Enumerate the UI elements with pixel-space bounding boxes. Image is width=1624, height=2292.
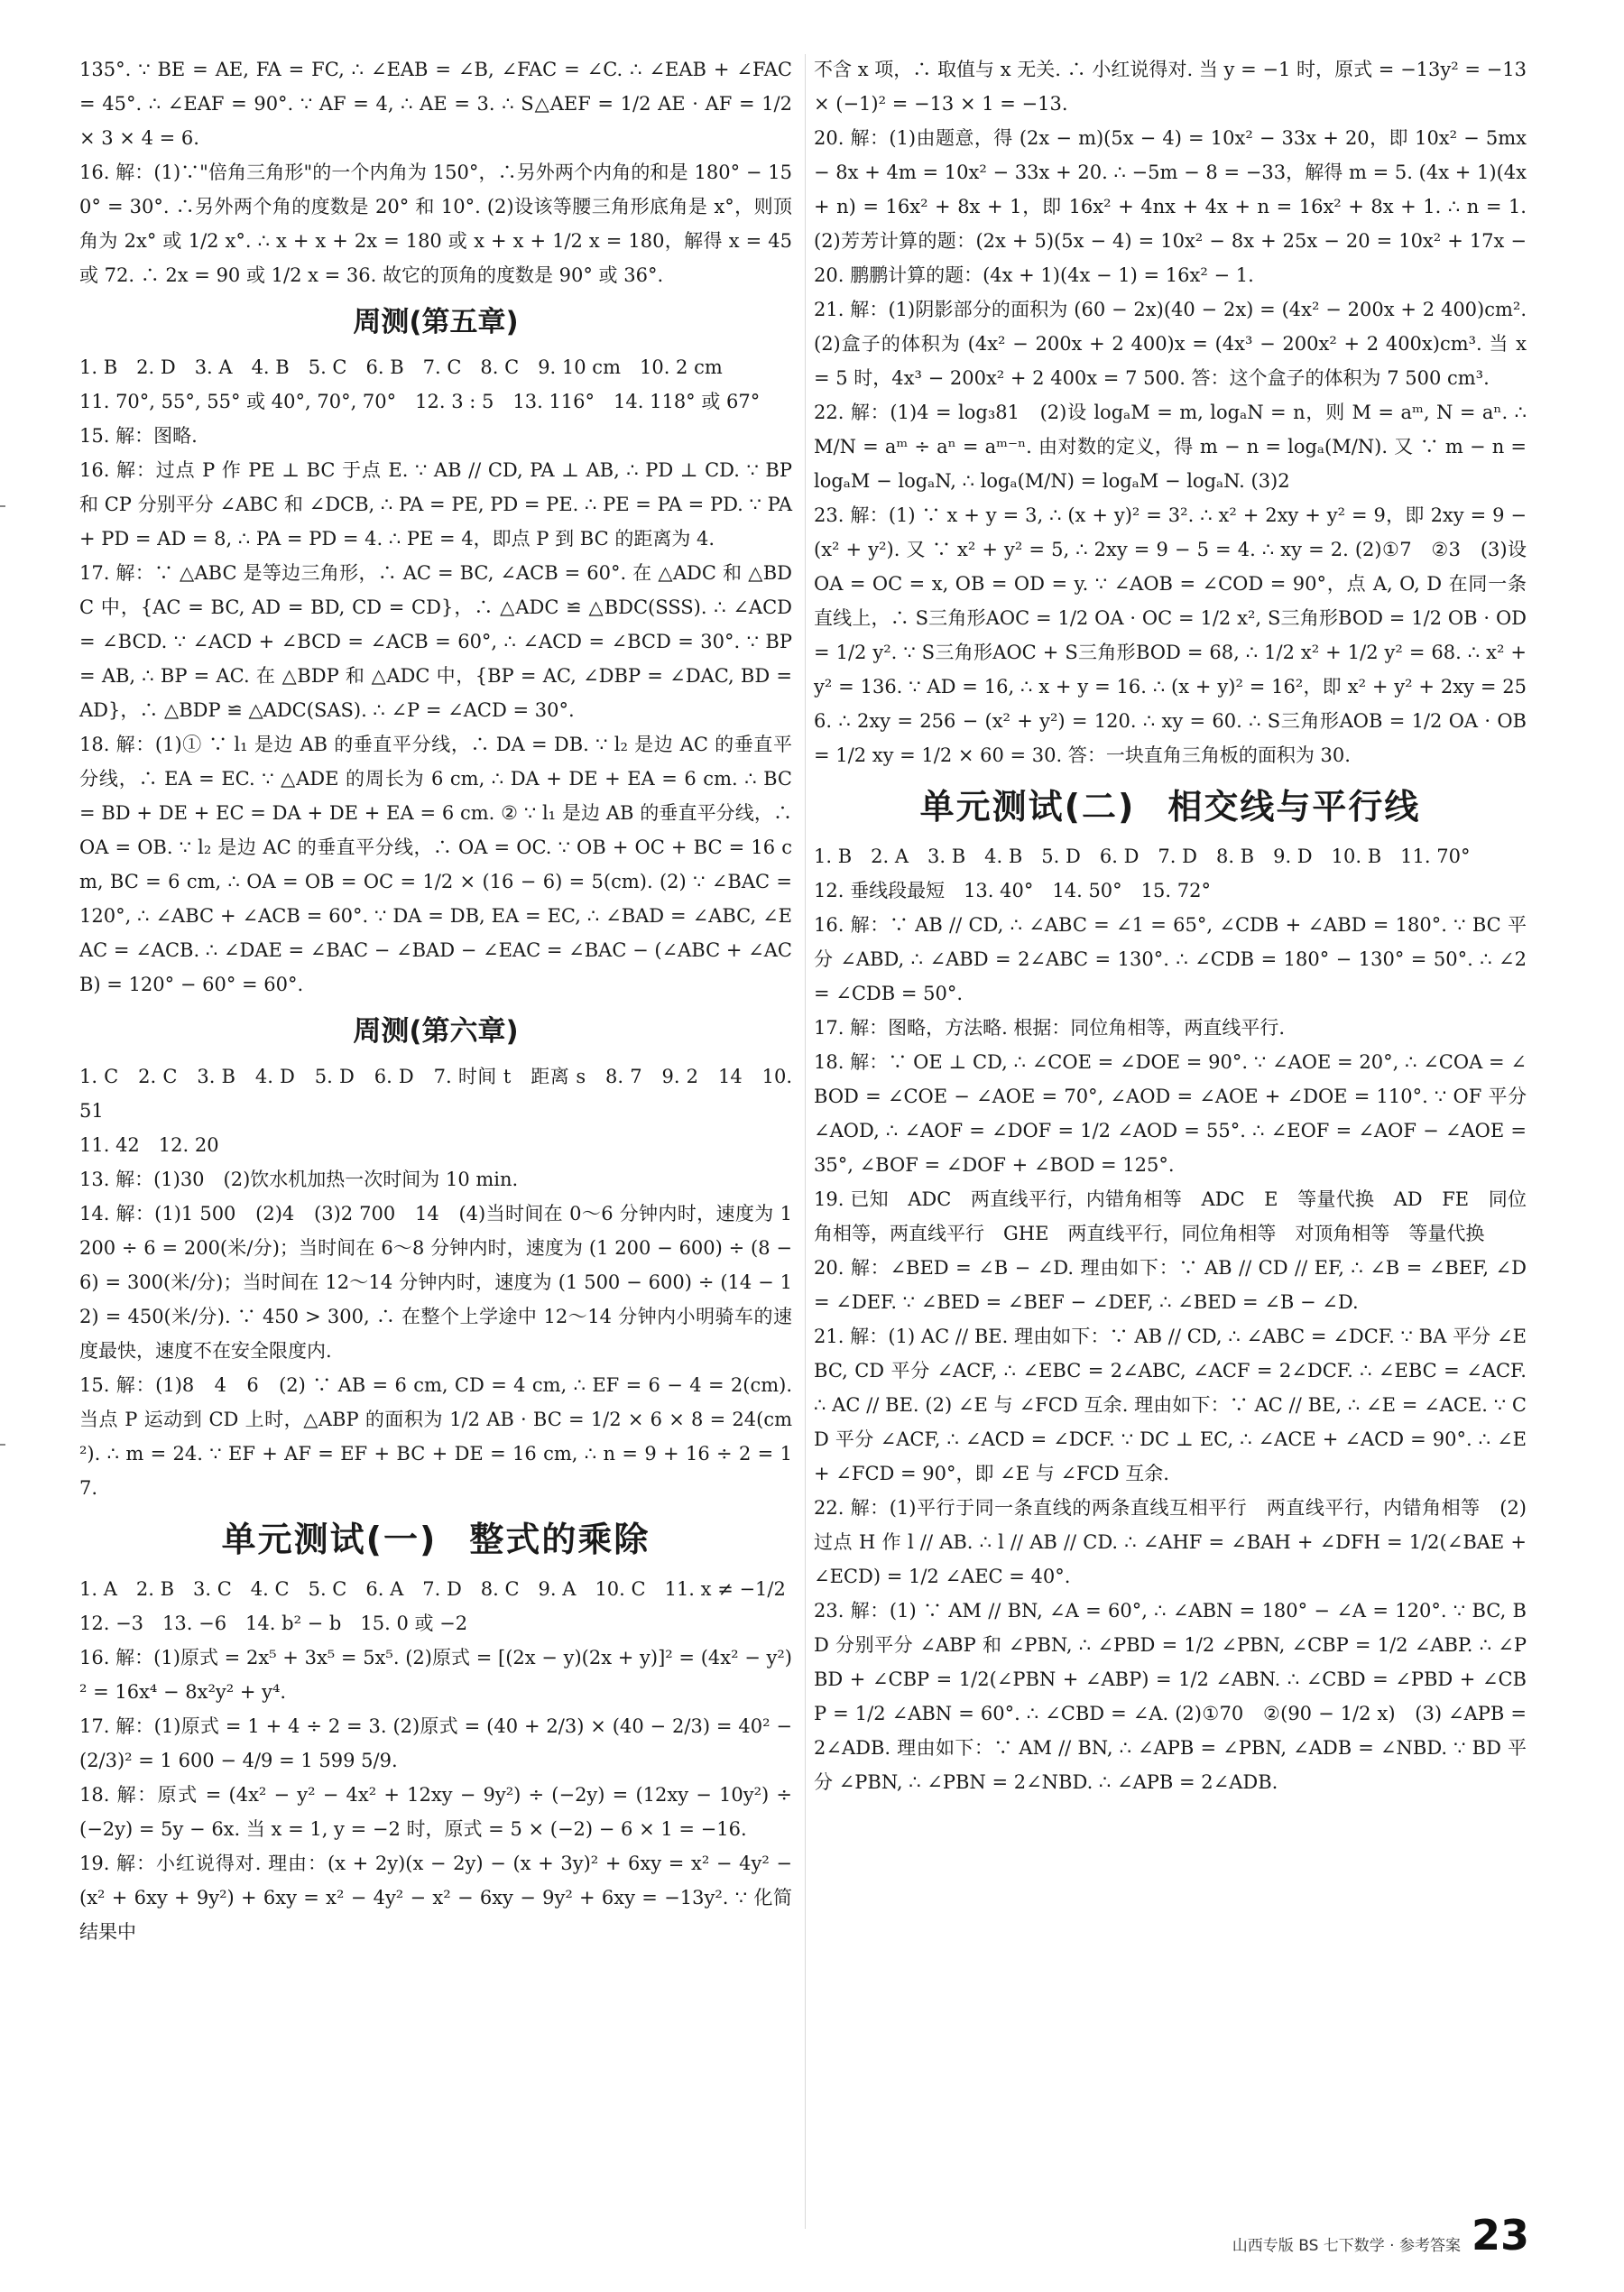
answer-item: 15. 解：图略. [79, 425, 198, 447]
page-number: 23 [1471, 2211, 1529, 2260]
answer-item: 18. 解：原式 = (4x² − y² − 4x² + 12xy − 9y²) ÷ (−2y) = (12xy − 10y²) ÷ (−2y) = 5y − 6x. 当 x = 1, y = −2 时，原式 = 5 × (−2) − 6 × 1 = −16. [79, 1784, 792, 1840]
answer-item: 14. 解：(1)1 500 (2)4 (3)2 700 14 (4)当时间在 0～6 分钟内时，速度为 1 200 ÷ 6 = 200(米/分)；当时间在 6～8 分钟内时，速度为 (1 200 − 600) ÷ (8 − 6) = 300(米/分)；当时间在 12～14 分钟内时，速度为 (1 500 − 600) ÷ (14 − 12) = 450(米/分). ∵ 450 > 300, ∴ 在整个上学途中 12～14 分钟内小明骑车的速度最快，速度不在安全限度内. [79, 1203, 792, 1362]
answer-item: 21. 解：(1) AC // BE. 理由如下：∵ AB // CD, ∴ ∠ABC = ∠DCF. ∵ BA 平分 ∠EBC, CD 平分 ∠ACF, ∴ ∠EBC = 2∠ABC, ∠ACF = 2∠DCF. ∴ ∠EBC = ∠ACF. ∴ AC // BE. (2) ∠E 与 ∠FCD 互余. 理由如下：∵ AC // BE, ∴ ∠E = ∠ACE. ∵ CD 平分 ∠ACF, ∴ ∠ACD = ∠DCF. ∵ DC ⊥ EC, ∴ ∠ACE + ∠ACD = 90°. ∴ ∠E + ∠FCD = 90°，即 ∠E 与 ∠FCD 互余. [814, 1326, 1527, 1484]
answer-item: 1. A 2. B 3. C 4. C 5. C 6. A 7. D 8. C 9. A 10. C 11. x ≠ −1/2 [79, 1578, 786, 1600]
left-column [79, 52, 792, 1949]
answer-item: 21. 解：(1)阴影部分的面积为 (60 − 2x)(40 − 2x) = (4x² − 200x + 2 400)cm². (2)盒子的体积为 (4x² − 200x + 2 400)x = (4x³ − 200x² + 2 400x)cm³. 当 x = 5 时，4x³ − 200x² + 2 400x = 7 500. 答：这个盒子的体积为 7 500 cm³. [814, 299, 1527, 389]
answer-item: 12. −3 13. −6 14. b² − b 15. 0 或 −2 [79, 1613, 468, 1634]
answer-item: 17. 解：(1)原式 = 1 + 4 ÷ 2 = 3. (2)原式 = (40 + 2/3) × (40 − 2/3) = 40² − (2/3)² = 1 600 − 4/9 = 1 599 5/9. [79, 1715, 792, 1771]
answer-item: 15. 解：(1)8 4 6 (2) ∵ AB = 6 cm, CD = 4 cm, ∴ EF = 6 − 4 = 2(cm). 当点 P 运动到 CD 上时，△ABP 的面积为 1/2 AB · BC = 1/2 × 6 × 8 = 24(cm²). ∴ m = 24. ∵ EF + AF = EF + BC + DE = 16 cm, ∴ n = 9 + 16 ÷ 2 = 17. [79, 1374, 792, 1499]
answer-item: 16. 解：∵ AB // CD, ∴ ∠ABC = ∠1 = 65°, ∠CDB + ∠ABD = 180°. ∵ BC 平分 ∠ABD, ∴ ∠ABD = 2∠ABC = 130°. ∴ ∠CDB = 180° − 130° = 50°. ∴ ∠2 = ∠CDB = 50°. [814, 914, 1527, 1004]
answer-item: 19. 已知 ADC 两直线平行，内错角相等 ADC E 等量代换 AD FE 同位角相等，两直线平行 GHE 两直线平行，同位角相等 对顶角相等 等量代换 [814, 1188, 1527, 1244]
answer-item: 13. 解：(1)30 (2)饮水机加热一次时间为 10 min. [79, 1169, 519, 1190]
answer-item: 11. 70°, 55°, 55° 或 40°, 70°, 70° 12. 3 : 5 13. 116° 14. 118° 或 67° [79, 391, 761, 412]
answer-item: 17. 解：图略，方法略. 根据：同位角相等，两直线平行. [814, 1017, 1286, 1039]
binding-mark [0, 1444, 5, 1446]
section-heading [79, 300, 792, 345]
section-heading-subtitle: 相交线与平行线 [1167, 787, 1421, 827]
section-heading-title: 周测(第六章) [353, 1015, 519, 1048]
section-heading [814, 780, 1527, 834]
section-heading [79, 1009, 792, 1054]
answer-item: 1. B 2. A 3. B 4. B 5. D 6. D 7. D 8. B 9. D 10. B 11. 70° [814, 846, 1471, 867]
answer-item: 20. 解：∠BED = ∠B − ∠D. 理由如下：∵ AB // CD // EF, ∴ ∠B = ∠BEF, ∠D = ∠DEF. ∵ ∠BED = ∠BEF − ∠DEF, ∴ ∠BED = ∠B − ∠D. [814, 1257, 1527, 1313]
section-heading-title: 单元测试(二) [919, 787, 1136, 827]
answer-item: 11. 42 12. 20 [79, 1134, 219, 1156]
answer-item: 23. 解：(1) ∵ x + y = 3, ∴ (x + y)² = 3². ∴ x² + 2xy + y² = 9，即 2xy = 9 − (x² + y²). 又 ∵ x² + y² = 5, ∴ 2xy = 9 − 5 = 4. ∴ xy = 2. (2)①7 ②3 (3)设 OA = OC = x, OB = OD = y. ∵ ∠AOB = ∠COD = 90°，点 A, O, D 在同一条直线上，∴ S三角形AOC = 1/2 OA · OC = 1/2 x², S三角形BOD = 1/2 OB · OD = 1/2 y². ∵ S三角形AOC + S三角形BOD = 68, ∴ 1/2 x² + 1/2 y² = 68. ∴ x² + y² = 136. ∵ AD = 16, ∴ x + y = 16. ∴ (x + y)² = 16²，即 x² + y² + 2xy = 256. ∴ 2xy = 256 − (x² + y²) = 120. ∴ xy = 60. ∴ S三角形AOB = 1/2 OA · OB = 1/2 xy = 1/2 × 60 = 30. 答：一块直角三角板的面积为 30. [814, 504, 1527, 766]
answer-item: 19. 解：小红说得对. 理由：(x + 2y)(x − 2y) − (x + 3y)² + 6xy = x² − 4y² − (x² + 6xy + 9y²) + 6xy = x² − 4y² − x² − 6xy − 9y² + 6xy = −13y². ∵ 化简结果中 [79, 1853, 792, 1943]
answer-item: 不含 x 项，∴ 取值与 x 无关. ∴ 小红说得对. 当 y = −1 时，原式 = −13y² = −13 × (−1)² = −13 × 1 = −13. [814, 59, 1527, 115]
answer-item: 16. 解：(1)原式 = 2x⁵ + 3x⁵ = 5x⁵. (2)原式 = [(2x − y)(2x + y)]² = (4x² − y²)² = 16x⁴ − 8x²y² + y⁴. [79, 1647, 792, 1703]
page-footer [1232, 2211, 1529, 2260]
answer-item: 23. 解：(1) ∵ AM // BN, ∠A = 60°, ∴ ∠ABN = 180° − ∠A = 120°. ∵ BC, BD 分别平分 ∠ABP 和 ∠PBN, ∴ ∠PBD = 1/2 ∠PBN, ∠CBP = 1/2 ∠ABP. ∴ ∠PBD + ∠CBP = 1/2(∠PBN + ∠ABP) = 1/2 ∠ABN. ∴ ∠CBD = ∠PBD + ∠CBP = 1/2 ∠ABN = 60°. ∴ ∠CBD = ∠A. (2)①70 ②(90 − 1/2 x) (3) ∠APB = 2∠ADB. 理由如下：∵ AM // BN, ∴ ∠APB = ∠PBN, ∠ADB = ∠NBD. ∵ BD 平分 ∠PBN, ∴ ∠PBN = 2∠NBD. ∴ ∠APB = 2∠ADB. [814, 1600, 1527, 1793]
answer-item: 17. 解：∵ △ABC 是等边三角形，∴ AC = BC, ∠ACB = 60°. 在 △ADC 和 △BDC 中，{AC = BC, AD = BD, CD = CD}，∴ △ADC ≌ △BDC(SSS). ∴ ∠ACD = ∠BCD. ∵ ∠ACD + ∠BCD = ∠ACB = 60°, ∴ ∠ACD = ∠BCD = 30°. ∵ BP = AB, ∴ BP = AC. 在 △BDP 和 △ADC 中，{BP = AC, ∠DBP = ∠DAC, BD = AD}，∴ △BDP ≌ △ADC(SAS). ∴ ∠P = ∠ACD = 30°. [79, 562, 792, 721]
answer-item: 22. 解：(1)平行于同一条直线的两条直线互相平行 两直线平行，内错角相等 (2)过点 H 作 l // AB. ∴ l // AB // CD. ∴ ∠AHF = ∠BAH + ∠DFH = 1/2(∠BAE + ∠ECD) = 1/2 ∠AEC = 40°. [814, 1497, 1527, 1587]
section-heading-subtitle: 整式的乘除 [469, 1520, 651, 1559]
section-heading [79, 1512, 792, 1567]
column-divider [805, 54, 806, 2229]
answer-item: 18. 解：∵ OE ⊥ CD, ∴ ∠COE = ∠DOE = 90°. ∵ ∠AOE = 20°, ∴ ∠COA = ∠BOD = ∠COE − ∠AOE = 70°, ∠AOD = ∠AOE + ∠DOE = 110°. ∵ OF 平分 ∠AOD, ∴ ∠AOF = ∠DOF = 1/2 ∠AOD = 55°. ∴ ∠EOF = ∠AOF − ∠AOE = 35°, ∠BOF = ∠DOF + ∠BOD = 125°. [814, 1051, 1527, 1176]
answer-item: 20. 解：(1)由题意，得 (2x − m)(5x − 4) = 10x² − 33x + 20，即 10x² − 5mx − 8x + 4m = 10x² − 33x + 20. ∴ −5m − 8 = −33，解得 m = 5. (4x + 1)(4x + n) = 16x² + 8x + 1，即 16x² + 4nx + 4x + n = 16x² + 8x + 1. ∴ n = 1. (2)芳芳计算的题：(2x + 5)(5x − 4) = 10x² − 8x + 25x − 20 = 10x² + 17x − 20. 鹏鹏计算的题：(4x + 1)(4x − 1) = 16x² − 1. [814, 127, 1527, 286]
answer-item: 16. 解：过点 P 作 PE ⊥ BC 于点 E. ∵ AB // CD, PA ⊥ AB, ∴ PD ⊥ CD. ∵ BP 和 CP 分别平分 ∠ABC 和 ∠DCB, ∴ PA = PE, PD = PE. ∴ PE = PA = PD. ∵ PA + PD = AD = 8, ∴ PA = PD = 4. ∴ PE = 4，即点 P 到 BC 的距离为 4. [79, 459, 792, 550]
answer-item: 135°. ∵ BE = AE, FA = FC, ∴ ∠EAB = ∠B, ∠FAC = ∠C. ∴ ∠EAB + ∠FAC = 45°. ∴ ∠EAF = 90°. ∵ AF = 4, ∴ AE = 3. ∴ S△AEF = 1/2 AE · AF = 1/2 × 3 × 4 = 6. [79, 59, 792, 149]
answer-item: 12. 垂线段最短 13. 40° 14. 50° 15. 72° [814, 880, 1211, 901]
answer-item: 1. B 2. D 3. A 4. B 5. C 6. B 7. C 8. C 9. 10 cm 10. 2 cm [79, 356, 723, 378]
footer-text: 山西专版 BS 七下数学 · 参考答案 [1232, 2237, 1461, 2255]
answer-item: 1. C 2. C 3. B 4. D 5. D 6. D 7. 时间 t 距离 s 8. 7 9. 2 14 10. 51 [79, 1066, 792, 1122]
answer-item: 16. 解：(1)∵"倍角三角形"的一个内角为 150°，∴另外两个内角的和是 180° − 150° = 30°. ∴另外两个角的度数是 20° 和 10°. (2)设该等腰三角形底角是 x°，则顶角为 2x° 或 1/2 x°. ∴ x + x + 2x = 180 或 x + x + 1/2 x = 180，解得 x = 45 或 72. ∴ 2x = 90 或 1/2 x = 36. 故它的顶角的度数是 90° 或 36°. [79, 162, 792, 286]
right-column [814, 52, 1527, 1799]
answer-item: 18. 解：(1)① ∵ l₁ 是边 AB 的垂直平分线，∴ DA = DB. ∵ l₂ 是边 AC 的垂直平分线，∴ EA = EC. ∵ △ADE 的周长为 6 cm, ∴ DA + DE + EA = 6 cm. ∴ BC = BD + DE + EC = DA + DE + EA = 6 cm. ② ∵ l₁ 是边 AB 的垂直平分线，∴ OA = OB. ∵ l₂ 是边 AC 的垂直平分线，∴ OA = OC. ∵ OB + OC + BC = 16 cm, BC = 6 cm, ∴ OA = OB = OC = 1/2 × (16 − 6) = 5(cm). (2) ∵ ∠BAC = 120°, ∴ ∠ABC + ∠ACB = 60°. ∵ DA = DB, EA = EC, ∴ ∠BAD = ∠ABC, ∠EAC = ∠ACB. ∴ ∠DAE = ∠BAC − ∠BAD − ∠EAC = ∠BAC − (∠ABC + ∠ACB) = 120° − 60° = 60°. [79, 734, 792, 995]
section-heading-title: 周测(第五章) [353, 306, 519, 338]
section-heading-title: 单元测试(一) [221, 1520, 438, 1559]
binding-mark [0, 505, 5, 507]
answer-item: 22. 解：(1)4 = log₃81 (2)设 logₐM = m, logₐN = n，则 M = aᵐ, N = aⁿ. ∴ M/N = aᵐ ÷ aⁿ = aᵐ⁻ⁿ. 由对数的定义，得 m − n = logₐ(M/N). 又 ∵ m − n = logₐM − logₐN, ∴ logₐ(M/N) = logₐM − logₐN. (3)2 [814, 402, 1527, 492]
